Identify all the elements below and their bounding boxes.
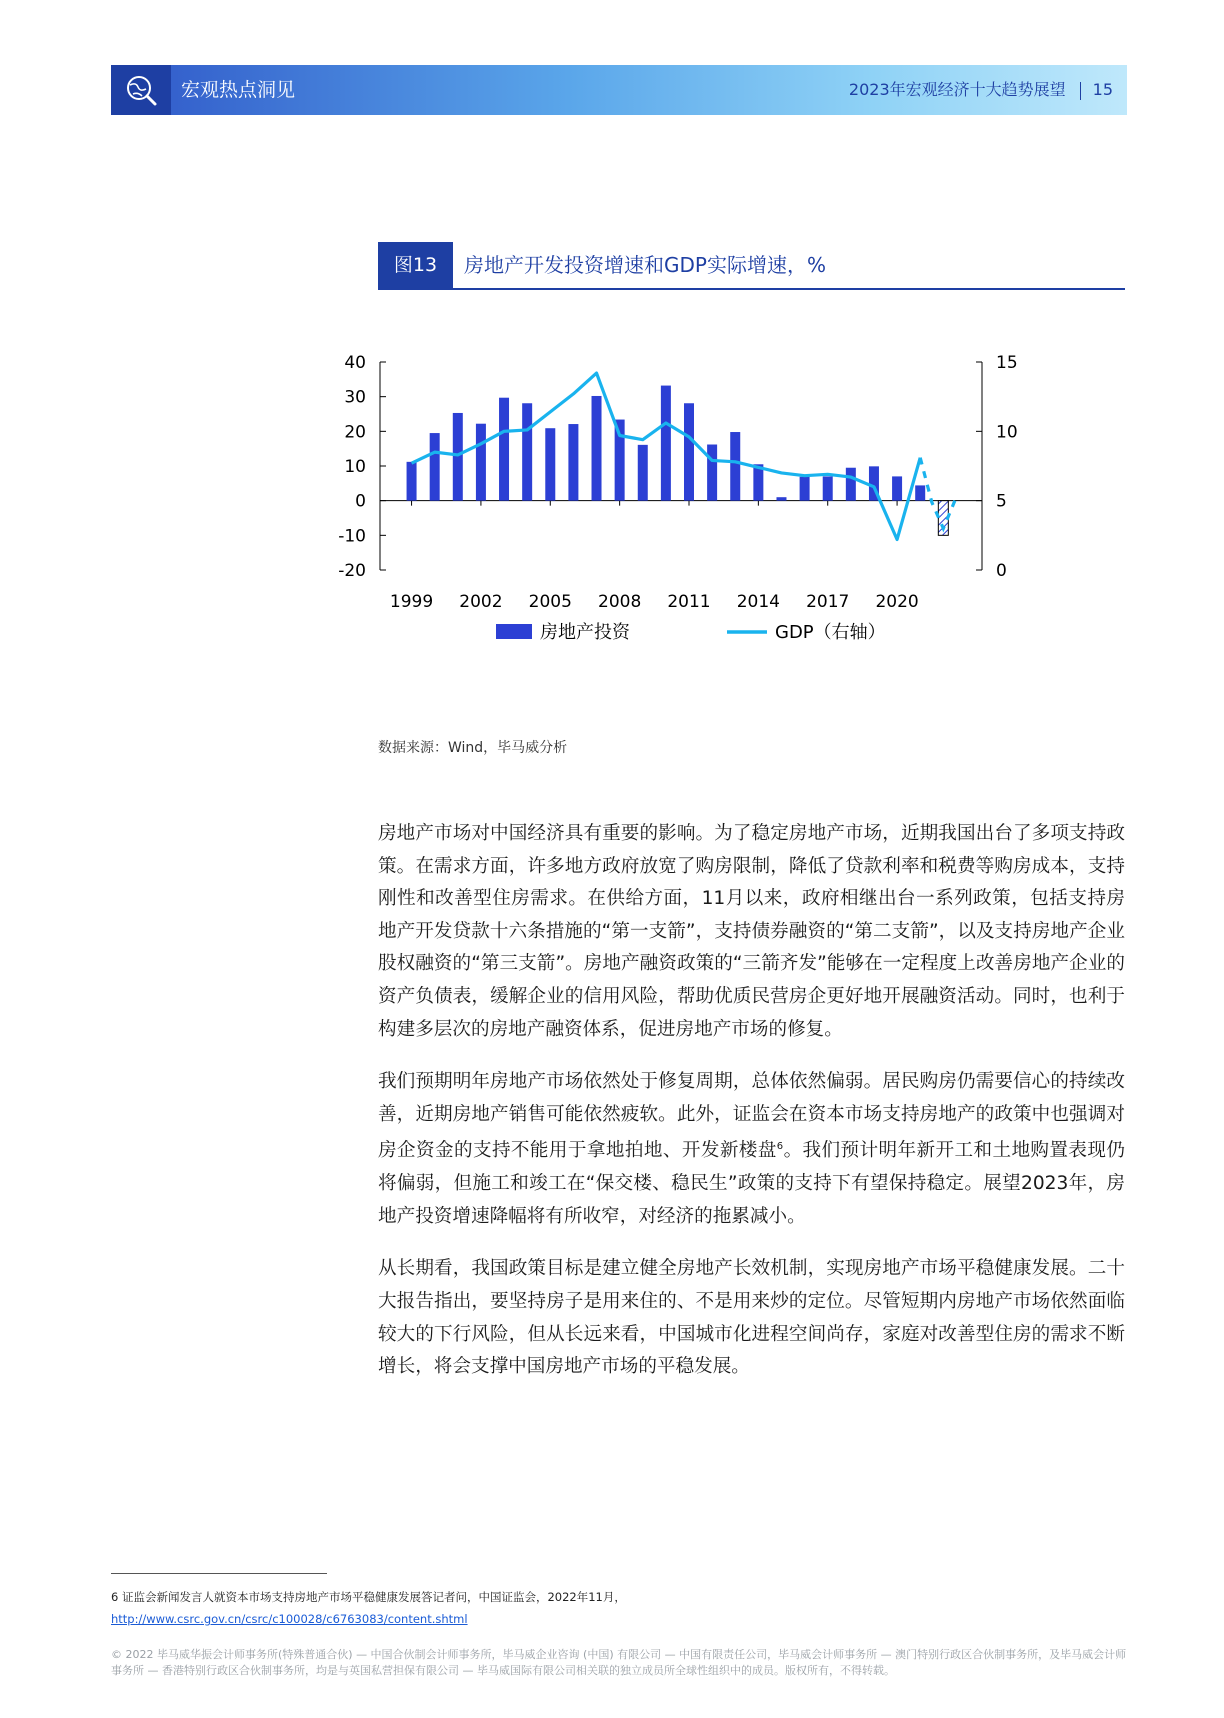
gdp-forecast-line — [920, 458, 955, 529]
legend-label-bar: 房地产投资 — [540, 622, 630, 643]
header-divider — [1080, 82, 1081, 100]
page-number: 15 — [1092, 80, 1113, 99]
footnote-divider — [111, 1573, 327, 1574]
footnote — [111, 1586, 626, 1630]
bar-series — [407, 386, 949, 536]
bar — [499, 398, 509, 501]
chart-container — [338, 300, 1125, 720]
left-tick-label: -10 — [338, 526, 366, 547]
bar — [823, 476, 833, 500]
chart-legend — [496, 621, 886, 643]
left-tick-label: 40 — [344, 353, 366, 373]
paragraph-3: 从长期看，我国政策目标是建立健全房地产长效机制，实现房地产市场平稳健康发展。二十大报告指出，要坚持房子是用来住的、不是用来炒的定位。尽管短期内房地产市场依然面临较大的下行风险，但从长远来看，中国城市化进程空间尚存，家庭对改善型住房的需求不断增长，将会支撑中国房地产市场的平稳发展。 — [378, 1258, 1125, 1378]
x-tick-label: 2020 — [875, 592, 919, 612]
bar — [684, 403, 694, 500]
figure-badge: 图13 — [378, 242, 453, 288]
footnote-ref[interactable]: 6 — [776, 1141, 784, 1153]
left-tick-label: 20 — [344, 422, 366, 443]
paragraph-2-b: 。我们预计明年新开工和土地购置表现仍将偏弱，但施工和竣工在“保交楼、稳民生”政策的支持下有望保持稳定。展望2023年，房地产投资增速降幅将有所收窄，对经济的拖累减小。 — [378, 1140, 1125, 1227]
figure-title-bar — [378, 242, 1125, 290]
bar — [661, 386, 671, 501]
bar — [522, 403, 532, 500]
right-tick-label: 15 — [996, 353, 1018, 373]
left-tick-label: 0 — [355, 491, 366, 512]
bar — [915, 485, 925, 500]
x-tick-label: 2005 — [528, 592, 572, 612]
left-tick-label: 10 — [344, 457, 366, 477]
x-tick-label: 2008 — [598, 592, 642, 612]
report-title — [849, 65, 1113, 115]
bar — [776, 497, 786, 500]
bar — [453, 413, 463, 501]
line-series — [412, 373, 955, 539]
bar — [638, 445, 648, 501]
x-tick-label: 2017 — [806, 592, 850, 612]
legend-swatch-bar — [496, 624, 532, 639]
copyright-notice: © 2022 毕马威华振会计师事务所(特殊普通合伙) — 中国合伙制会计师事务所，毕马威企业咨询 (中国) 有限公司 — 中国有限责任公司，毕马威会计师事务所 — 澳门特别行政区合伙制事务所，及毕马威会计师事务所 — 香港特别行政区合伙制事务所，均是与英国私营担保有限公司 — 毕马威国际有限公司相关联的独立成员所全球性组织中的成员。版权所有，不得转载。 — [111, 1648, 1127, 1677]
legend-label-line: GDP（右轴） — [775, 622, 886, 643]
section-title: 宏观热点洞见 — [181, 79, 296, 101]
report-title-text: 2023年宏观经济十大趋势展望 — [848, 80, 1066, 99]
bar — [476, 424, 486, 501]
chart-axes — [338, 353, 1017, 612]
left-tick-label: -20 — [338, 561, 366, 581]
bar — [430, 433, 440, 501]
bar — [707, 445, 717, 501]
bar — [407, 462, 417, 501]
right-tick-label: 0 — [996, 561, 1007, 581]
globe-search-icon — [111, 65, 171, 115]
bar — [568, 424, 578, 501]
right-tick-label: 5 — [996, 491, 1007, 512]
right-tick-label: 10 — [996, 422, 1018, 443]
footnote-text: 6 证监会新闻发言人就资本市场支持房地产市场平稳健康发展答记者问，中国证监会，2022年11月， — [111, 1590, 626, 1604]
page-header — [111, 65, 1127, 115]
paragraph-1: 房地产市场对中国经济具有重要的影响。为了稳定房地产市场，近期我国出台了多项支持政策。在需求方面，许多地方政府放宽了购房限制，降低了贷款利率和税费等购房成本，支持刚性和改善型住房需求。在供给方面，11月以来，政府相继出台一系列政策，包括支持房地产开发贷款十六条措施的“第一支箭”，支持债券融资的“第二支箭”，以及支持房地产企业股权融资的“第三支箭”。房地产融资政策的“三箭齐发”能够在一定程度上改善房地产企业的资产负债表，缓解企业的信用风险，帮助优质民营房企更好地开展融资活动。同时，也利于构建多层次的房地产融资体系，促进房地产市场的修复。 — [378, 823, 1125, 1040]
bar — [892, 476, 902, 500]
paragraph-2 — [378, 1066, 1125, 1233]
figure-title: 房地产开发投资增速和GDP实际增速，% — [464, 253, 826, 277]
x-tick-label: 2002 — [459, 592, 503, 612]
bar — [545, 428, 555, 500]
left-tick-label: 30 — [344, 387, 366, 408]
chart-svg — [338, 300, 1125, 720]
bar — [846, 468, 856, 501]
paragraph-2-a: 我们预期明年房地产市场依然处于修复周期，总体依然偏弱。居民购房仍需要信心的持续改善，近期房地产销售可能依然疲软。此外，证监会在资本市场支持房地产的政策中也强调对房企资金的支持不能用于拿地拍地、开发新楼盘 — [378, 1071, 1125, 1162]
footnote-link[interactable]: http://www.csrc.gov.cn/csrc/c100028/c6763083/content.shtml — [111, 1612, 468, 1626]
bar — [800, 477, 810, 501]
x-tick-label: 2011 — [667, 592, 711, 612]
bar — [730, 432, 740, 501]
body-text — [378, 818, 1125, 1404]
data-source: 数据来源：Wind，毕马威分析 — [378, 740, 568, 756]
bar — [592, 396, 602, 501]
x-tick-label: 2014 — [736, 592, 780, 612]
x-tick-label: 1999 — [389, 592, 434, 612]
